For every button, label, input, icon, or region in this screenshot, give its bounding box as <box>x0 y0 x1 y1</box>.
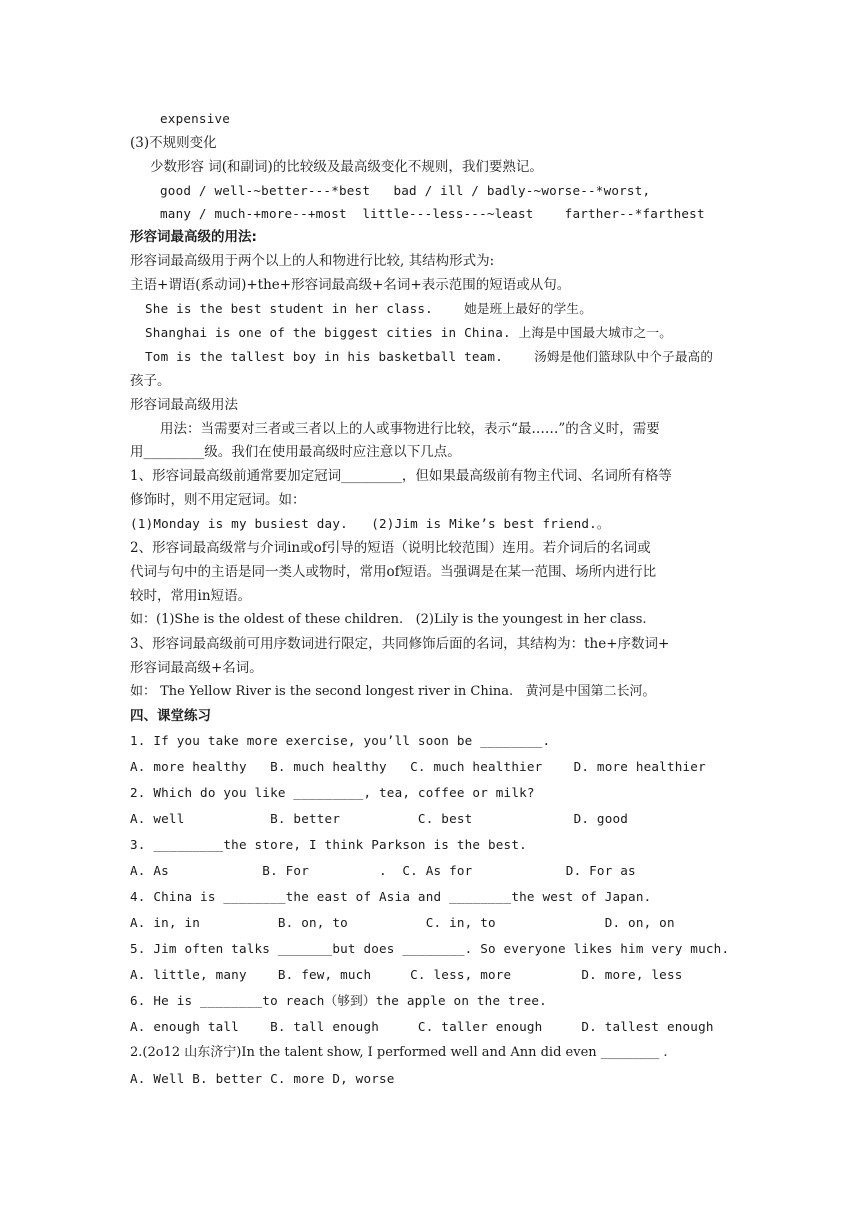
text-line: 孩子。 <box>130 373 171 389</box>
text-line: good / well-~better---*best bad / ill / badly-~worse--*worst, <box>160 183 651 198</box>
question-line: 2.(2o12 山东济宁)In the talent show, I performed well and Ann did even _________ . <box>130 1045 668 1060</box>
text-line: 修饰时，则不用定冠词。如： <box>130 492 306 508</box>
text-line: 3、形容词最高级前可用序数词进行限定，共同修饰后面的名词，其结构为：the+序数词+ <box>130 636 670 652</box>
question-line: 2. Which do you like _________, tea, coffee or milk? <box>130 785 535 800</box>
text-line: 2、形容词最高级常与介词in或of引导的短语（说明比较范围）连用。若介词后的名词或 <box>130 540 651 556</box>
text-line: 较时，常用in短语。 <box>130 588 252 604</box>
options-line: A. in, in B. on, to C. in, to D. on, on <box>130 915 675 930</box>
options-line: A. As B. For . C. As for D. For as <box>130 863 636 878</box>
example-line: (1)Monday is my busiest day. (2)Jim is Mike’s best friend.。 <box>130 516 610 531</box>
options-line: A. more healthy B. much healthy C. much healthier D. more healthier <box>130 759 706 774</box>
example-line: 如：(1)She is the oldest of these children. (2)Lily is the youngest in her class. <box>130 612 647 627</box>
question-line: 1. If you take more exercise, you’ll soon be ________. <box>130 733 551 748</box>
text-line: 形容词最高级用于两个以上的人和物进行比较, 其结构形式为: <box>130 253 495 269</box>
text-line: (3)不规则变化 <box>130 135 217 151</box>
example-line: Tom is the tallest boy in his basketball team. 汤姆是他们篮球队中个子最高的 <box>145 349 714 364</box>
question-line: 6. He is ________to reach（够到）the apple on the tree. <box>130 993 547 1008</box>
question-line: 3. _________the store, I think Parkson is the best. <box>130 837 527 852</box>
text-line: 用法：当需要对三者或三者以上的人或事物进行比较，表示“最……”的含义时，需要 <box>160 421 660 437</box>
text-line: expensive <box>160 111 231 126</box>
text-line: 主语+谓语(系动词)+the+形容词最高级+名词+表示范围的短语或从句。 <box>130 277 571 293</box>
text-line: 代词与句中的主语是同一类人或物时，常用of短语。当强调是在某一范围、场所内进行比 <box>130 564 657 580</box>
options-line: A. enough tall B. tall enough C. taller enough D. tallest enough <box>130 1019 714 1034</box>
text-line: many / much-+more--+most little---less---~least farther--*farthest <box>160 206 705 221</box>
example-line: 如： The Yellow River is the second longest river in China. 黄河是中国第二长河。 <box>130 684 656 699</box>
example-line: She is the best student in her class. 她是班上最好的学生。 <box>145 301 593 316</box>
text-line: 1、形容词最高级前通常要加定冠词_________，但如果最高级前有物主代词、名词所有格等 <box>130 468 672 484</box>
question-line: 5. Jim often talks _______but does ________. So everyone likes him very much. <box>130 941 730 956</box>
question-line: 4. China is ________the east of Asia and ________the west of Japan. <box>130 889 652 904</box>
options-line: A. little, many B. few, much C. less, more D. more, less <box>130 967 683 982</box>
options-line: A. well B. better C. best D. good <box>130 811 629 826</box>
options-line: A. Well B. better C. more D, worse <box>130 1071 395 1086</box>
text-line: 形容词最高级用法 <box>130 397 238 413</box>
text-line: 形容词最高级+名词。 <box>130 660 263 676</box>
section-heading: 形容词最高级的用法: <box>130 229 257 245</box>
text-line: 用_________级。我们在使用最高级时应注意以下几点。 <box>130 444 461 460</box>
example-line: Shanghai is one of the biggest cities in China. 上海是中国最大城市之一。 <box>145 325 673 340</box>
section-heading: 四、课堂练习 <box>130 708 211 724</box>
text-line: 少数形容 词(和副词)的比较级及最高级变化不规则，我们要熟记。 <box>150 159 543 175</box>
